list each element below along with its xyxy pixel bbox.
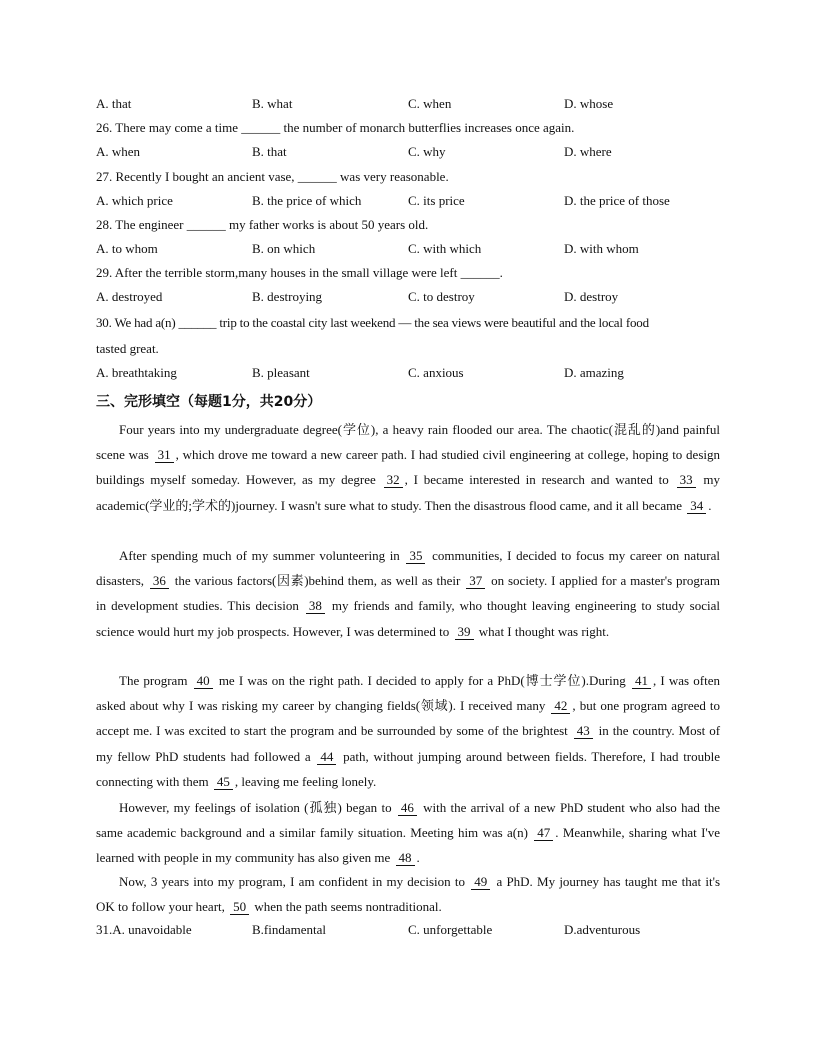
option-c: C. unforgettable [408,922,493,937]
option-d: D. where [564,144,612,159]
option-c: C. to destroy [408,289,475,304]
blank-48: 48 [396,851,415,866]
q26-stem: 26. There may come a time ______ the number of monarch butterflies increases once again. [96,120,575,135]
passage-paragraph-3: The program 40 me I was on the right path. I decided to apply for a PhD(博士学位).During 41 , I was often asked about why I was risking my career by changing fields(领域). I received many 42 , but one program agreed to accept me. I was excited to start the program and be surrounded by some of the brightest 43 in the country. Most of my fellow PhD students had followed a 44 path, without jumping around between fields. Therefore, I had trouble connecting with them 45 , leaving me feeling lonely. [96,673,721,789]
option-a: A. that [96,96,132,111]
option-a: A. breathtaking [96,365,177,380]
passage-paragraph-2: After spending much of my summer volunteering in 35 communities, I decided to focus my career on natural disasters, 36 the various factors(因素)behind them, as well as their 37 on society. I applied for a master's program in development studies. This decision 38 my friends and family, who thought leaving engineering to study social science would hurt my job prospects. However, I was determined to 39 what I thought was right. [96,548,721,639]
blank-39: 39 [455,625,474,640]
blank-40: 40 [194,674,213,689]
option-d: D. whose [564,96,614,111]
blank-42: 42 [551,699,570,714]
option-b: B.findamental [252,922,327,937]
blank-43: 43 [574,724,593,739]
option-b: B. pleasant [252,365,310,380]
q29-stem: 29. After the terrible storm,many houses in the small village were left ______. [96,265,503,280]
blank-49: 49 [471,875,490,890]
option-c: C. why [408,144,446,159]
blank-33: 33 [677,473,696,488]
q30-stem-line1: 30. We had a(n) ______ trip to the coastal city last weekend — the sea views were beautiful and the local food [96,315,649,330]
blank-45: 45 [214,775,233,790]
blank-47: 47 [534,826,553,841]
option-a: 31.A. unavoidable [96,922,192,937]
option-d: D. with whom [564,241,639,256]
q27-stem: 27. Recently I bought an ancient vase, ______ was very reasonable. [96,169,449,184]
option-b: B. that [252,144,287,159]
option-d: D.adventurous [564,922,641,937]
option-b: B. what [252,96,293,111]
blank-34: 34 [687,499,706,514]
blank-44: 44 [317,750,336,765]
option-c: C. with which [408,241,482,256]
option-b: B. the price of which [252,193,362,208]
blank-37: 37 [466,574,485,589]
option-b: B. destroying [252,289,323,304]
option-d: D. destroy [564,289,619,304]
option-a: A. to whom [96,241,158,256]
passage-paragraph-4: However, my feelings of isolation (孤独) began to 46 with the arrival of a new PhD student who also had the same academic background and a similar family situation. Meeting him was a(n) 47 . Meanwhile, sharing what I've learned with people in my community has also given me 48 . [96,800,721,866]
q28-stem: 28. The engineer ______ my father works is about 50 years old. [96,217,429,232]
option-c: C. anxious [408,365,464,380]
option-d: D. the price of those [564,193,670,208]
option-c: C. its price [408,193,465,208]
option-a: A. which price [96,193,173,208]
option-d: D. amazing [564,365,624,380]
passage-paragraph-1: Four years into my undergraduate degree(学位), a heavy rain flooded our area. The chaotic(混乱的)and painful scene was 31 , which drove me toward a new career path. I had studied civil engineering at college, hoping to design buildings myself someday. However, as my degree 32 , I became interested in research and wanted to 33 my academic(学业的;学术的)journey. I wasn't sure what to study. Then the disastrous flood came, and it all became 34 . [96,422,721,513]
blank-46: 46 [398,801,417,816]
q30-stem-line2: tasted great. [96,341,159,356]
blank-35: 35 [406,549,425,564]
blank-38: 38 [306,599,325,614]
option-c: C. when [408,96,452,111]
blank-36: 36 [150,574,169,589]
blank-41: 41 [632,674,651,689]
section-heading: 三、完形填空（每题1分，共20分） [96,394,322,410]
option-b: B. on which [252,241,316,256]
option-a: A. destroyed [96,289,163,304]
blank-32: 32 [384,473,403,488]
blank-50: 50 [230,900,249,915]
passage-paragraph-5: Now, 3 years into my program, I am confident in my decision to 49 a PhD. My journey has taught me that it's OK to follow your heart, 50 when the path seems nontraditional. [96,874,721,915]
blank-31: 31 [155,448,174,463]
option-a: A. when [96,144,141,159]
